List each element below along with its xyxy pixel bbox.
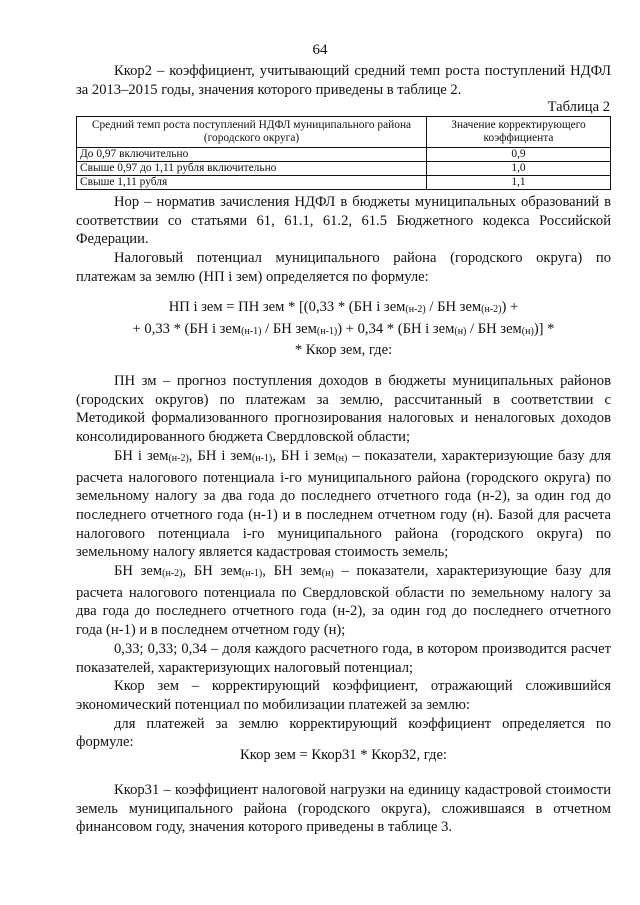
paragraph-nor: Нор – норматив зачисления НДФЛ в бюджеты муниципальных образований в соответствии со статьями 61, 61.1, 61.2, 61.5 Бюджетного кодекса Российской Федерации.	[76, 194, 611, 248]
text-subscript: (н-1)	[251, 452, 273, 464]
formula-part: ) + 0,34 * (БН i зем	[337, 320, 455, 337]
table-cell: 0,9	[427, 148, 611, 162]
section-nor	[76, 193, 611, 287]
paragraph-kkor2: Ккор2 – коэффициент, учитывающий средний темп роста поступлений НДФЛ за 2013–2015 годы, значения которого приведены в таблице 2.	[76, 63, 611, 98]
page-number: 64	[312, 42, 328, 58]
formula-line-2	[76, 320, 611, 342]
paragraph-bn-i-zem	[76, 447, 611, 562]
text-part: , БН i зем	[188, 447, 252, 464]
table-row	[77, 162, 611, 176]
text-part: , БН зем	[182, 563, 242, 580]
paragraph-shares: 0,33; 0,33; 0,34 – доля каждого расчетного года, в котором производится расчет показателей, характеризующих налоговый потенциал;	[76, 640, 611, 676]
table-row	[77, 148, 611, 162]
formula-subscript: (н)	[454, 325, 467, 337]
paragraph-kkor31: Ккор31 – коэффициент налоговой нагрузки на единицу кадастровой стоимости земель муниципального района (городского округа), сложившаяся в отчетном финансовом году, значения которого приведены в таблице 3.	[76, 782, 611, 836]
formula-part: НП i зем = ПН зем * [(0,33 * (БН i зем	[168, 299, 406, 315]
text-part: , БН зем	[262, 563, 322, 580]
paragraph-kkor-zem: Ккор зем – корректирующий коэффициент, отражающий сложившийся экономический потенциал по мобилизации платежей за землю:	[76, 678, 611, 713]
text-part: БН зем	[114, 563, 163, 580]
section-definitions	[76, 372, 611, 752]
text-part: , БН i зем	[272, 447, 336, 464]
table-header-cell: Средний темп роста поступлений НДФЛ муниципального района (городского округа)	[77, 117, 427, 148]
table-cell: До 0,97 включительно	[77, 148, 427, 162]
table-cell: Свыше 0,97 до 1,11 рубля включительно	[77, 162, 427, 176]
paragraph-bn-zem	[76, 562, 611, 640]
formula-subscript: (н-1)	[241, 325, 262, 337]
text-subscript: (н)	[335, 452, 348, 464]
formula-subscript: (н-2)	[481, 304, 502, 315]
section-kkor31	[76, 781, 611, 837]
text-part: – показатели, характеризующие базу для расчета налогового потенциала i-го муниципального района (городского округа) по земельному налогу за два года до последнего отчетного года (н-2), за один год до последнего отчетного года (н-1) и в последнем отчетном году (н). Базой для расчета налогового потенциала i-го муниципального района (городского округа) по земельному налогу является кадастровая стоимость земель;	[76, 447, 612, 561]
paragraph-pn-zm: ПН зм – прогноз поступления доходов в бюджеты муниципальных районов (городских округов) по платежам за землю, рассчитанный в соответствии с Методикой формализованного прогнозирования налоговых и неналоговых доходов консолидированного бюджета Свердловской области;	[76, 373, 611, 446]
text-subscript: (н-2)	[162, 568, 183, 580]
formula-np-zem	[76, 298, 611, 360]
table-row	[77, 176, 611, 190]
formula-line-3: * Ккор зем, где:	[294, 342, 393, 359]
section-kkor2	[76, 62, 611, 99]
formula-part: / БН зем	[261, 320, 317, 337]
text-subscript: (н-1)	[241, 568, 263, 580]
formula-part: )] *	[533, 320, 555, 337]
text-subscript: (н)	[321, 568, 334, 580]
text-subscript: (н-2)	[168, 452, 189, 464]
table-cell: Свыше 1,11 рубля	[77, 176, 427, 190]
formula-subscript: (н)	[521, 325, 534, 337]
table-header-cell: Значение корректирующего коэффициента	[427, 117, 611, 148]
formula-line-1	[76, 298, 611, 320]
text-part: БН i зем	[114, 447, 169, 464]
formula-part: / БН зем	[425, 299, 482, 315]
formula-part: / БН зем	[466, 320, 522, 337]
table-header-row	[77, 117, 611, 148]
formula-part: + 0,33 * (БН i зем	[132, 320, 242, 337]
formula-subscript: (н-2)	[405, 304, 426, 315]
paragraph-np-intro: Налоговый потенциал муниципального района (городского округа) по платежам за землю (НП i зем) определяется по формуле:	[76, 250, 611, 285]
table-cell: 1,0	[427, 162, 611, 176]
formula-part: ) +	[501, 299, 519, 315]
table-cell: 1,1	[427, 176, 611, 190]
table-caption: Таблица 2	[547, 99, 610, 115]
paragraph-kkor-formula-intro: для платежей за землю корректирующий коэффициент определяется по формуле:	[76, 715, 611, 751]
coefficient-table	[76, 116, 611, 190]
text-part: – показатели, характеризующие базу для расчета налогового потенциала по Свердловской области по земельному налогу за два года до последнего отчетного года (н-2), за один год до последнего отчетного года (н-1) и в последнем отчетном году (н);	[76, 563, 611, 639]
formula-subscript: (н-1)	[316, 325, 338, 337]
formula-kkor-zem: Ккор зем = Ккор31 * Ккор32, где:	[240, 747, 447, 763]
